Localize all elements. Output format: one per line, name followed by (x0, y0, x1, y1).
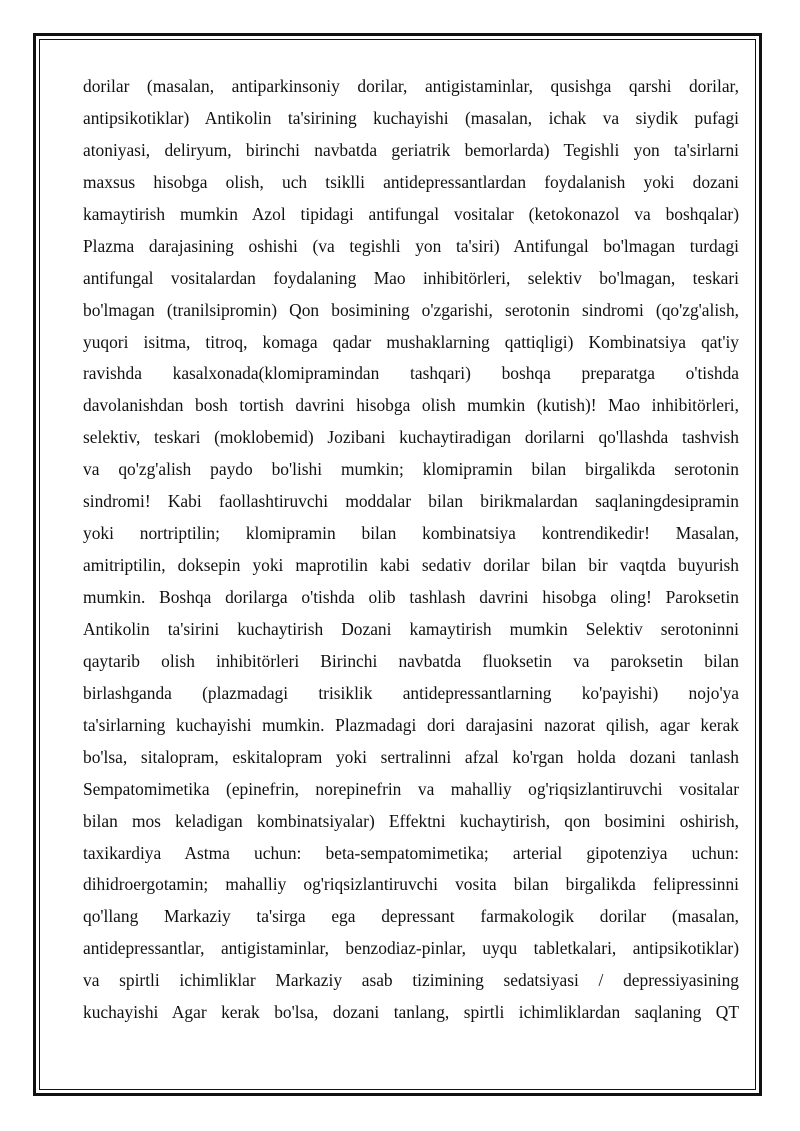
text-line: antidepressantlar, antigistaminlar, benzodiaz-pinlar, uyqu tabletkalari, antipsikotiklar) (83, 938, 739, 959)
text-line: dihidroergotamin; mahalliy og'riqsizlantiruvchi vosita bilan birgalikda felipressinni (83, 874, 739, 895)
text-line: antipsikotiklar) Antikolin ta'sirining kuchayishi (masalan, ichak va siydik pufagi (83, 107, 739, 128)
text-line: yuqori isitma, titroq, komaga qadar mushaklarning qattiqligi) Kombinatsiya qat'iy (83, 331, 739, 352)
text-line: birlashganda (plazmadagi trisiklik antidepressantlarning ko'payishi) nojo'ya (83, 682, 739, 703)
text-line: mumkin. Boshqa dorilarga o'tishda olib tashlash davrini hisobga oling! Paroksetin (83, 587, 739, 607)
text-line: atoniyasi, deliryum, birinchi navbatda geriatrik bemorlarda) Tegishli yon ta'sirlarni (83, 139, 739, 160)
text-line: Antikolin ta'sirini kuchaytirish Dozani kamaytirish mumkin Selektiv serotoninni (83, 618, 739, 639)
text-line: va qo'zg'alish paydo bo'lishi mumkin; klomipramin bilan birgalikda serotonin (83, 459, 739, 480)
text-line: davolanishdan bosh tortish davrini hisobga olish mumkin (kutish)! Mao inhibitörleri, (83, 395, 739, 416)
text-line: taxikardiya Astma uchun: beta-sempatomimetika; arterial gipotenziya uchun: (83, 842, 739, 863)
text-line: qo'llang Markaziy ta'sirga ega depressant farmakologik dorilar (masalan, (83, 906, 739, 927)
text-line: Plazma darajasining oshishi (va tegishli yon ta'siri) Antifungal bo'lmagan turdagi (83, 235, 739, 256)
text-line: kamaytirish mumkin Azol tipidagi antifungal vositalar (ketokonazol va boshqalar) (83, 203, 739, 224)
text-line: selektiv, teskari (moklobemid) Jozibani kuchaytiradigan dorilarni qo'llashda tashvish (83, 427, 739, 448)
text-line: kuchayishi Agar kerak bo'lsa, dozani tanlang, spirtli ichimliklardan saqlaning QT (83, 1002, 739, 1023)
text-line: bilan mos keladigan kombinatsiyalar) Effektni kuchaytirish, qon bosimini oshirish, (83, 810, 739, 831)
text-line: va spirtli ichimliklar Markaziy asab tizimining sedatsiyasi / depressiyasining (83, 970, 739, 991)
text-line: sindromi! Kabi faollashtiruvchi moddalar bilan birikmalardan saqlaningdesipramin (83, 491, 739, 512)
text-line: bo'lmagan (tranilsipromin) Qon bosimining o'zgarishi, serotonin sindromi (qo'zg'alish, (83, 299, 739, 320)
text-line: yoki nortriptilin; klomipramin bilan kombinatsiya kontrendikedir! Masalan, (83, 523, 739, 544)
text-line: maxsus hisobga olish, uch tsiklli antidepressantlardan foydalanish yoki dozani (83, 171, 739, 192)
text-line: Sempatomimetika (epinefrin, norepinefrin va mahalliy og'riqsizlantiruvchi vositalar (83, 778, 739, 799)
text-line: ta'sirlarning kuchayishi mumkin. Plazmadagi dori darajasini nazorat qilish, agar kerak (83, 714, 739, 735)
text-line: antifungal vositalardan foydalaning Mao inhibitörleri, selektiv bo'lmagan, teskari (83, 267, 739, 288)
text-line: ravishda kasalxonada(klomipramindan tashqari) boshqa preparatga o'tishda (83, 363, 739, 384)
text-line: dorilar (masalan, antiparkinsoniy dorilar, antigistaminlar, qusishga qarshi dorilar, (83, 76, 739, 96)
document-body (83, 71, 739, 1029)
text-line: qaytarib olish inhibitörleri Birinchi navbatda fluoksetin va paroksetin bilan (83, 650, 739, 671)
text-line: amitriptilin, doksepin yoki maprotilin kabi sedativ dorilar bilan bir vaqtda buyurish (83, 555, 739, 576)
text-line: bo'lsa, sitalopram, eskitalopram yoki sertralinni afzal ko'rgan holda dozani tanlash (83, 746, 739, 767)
